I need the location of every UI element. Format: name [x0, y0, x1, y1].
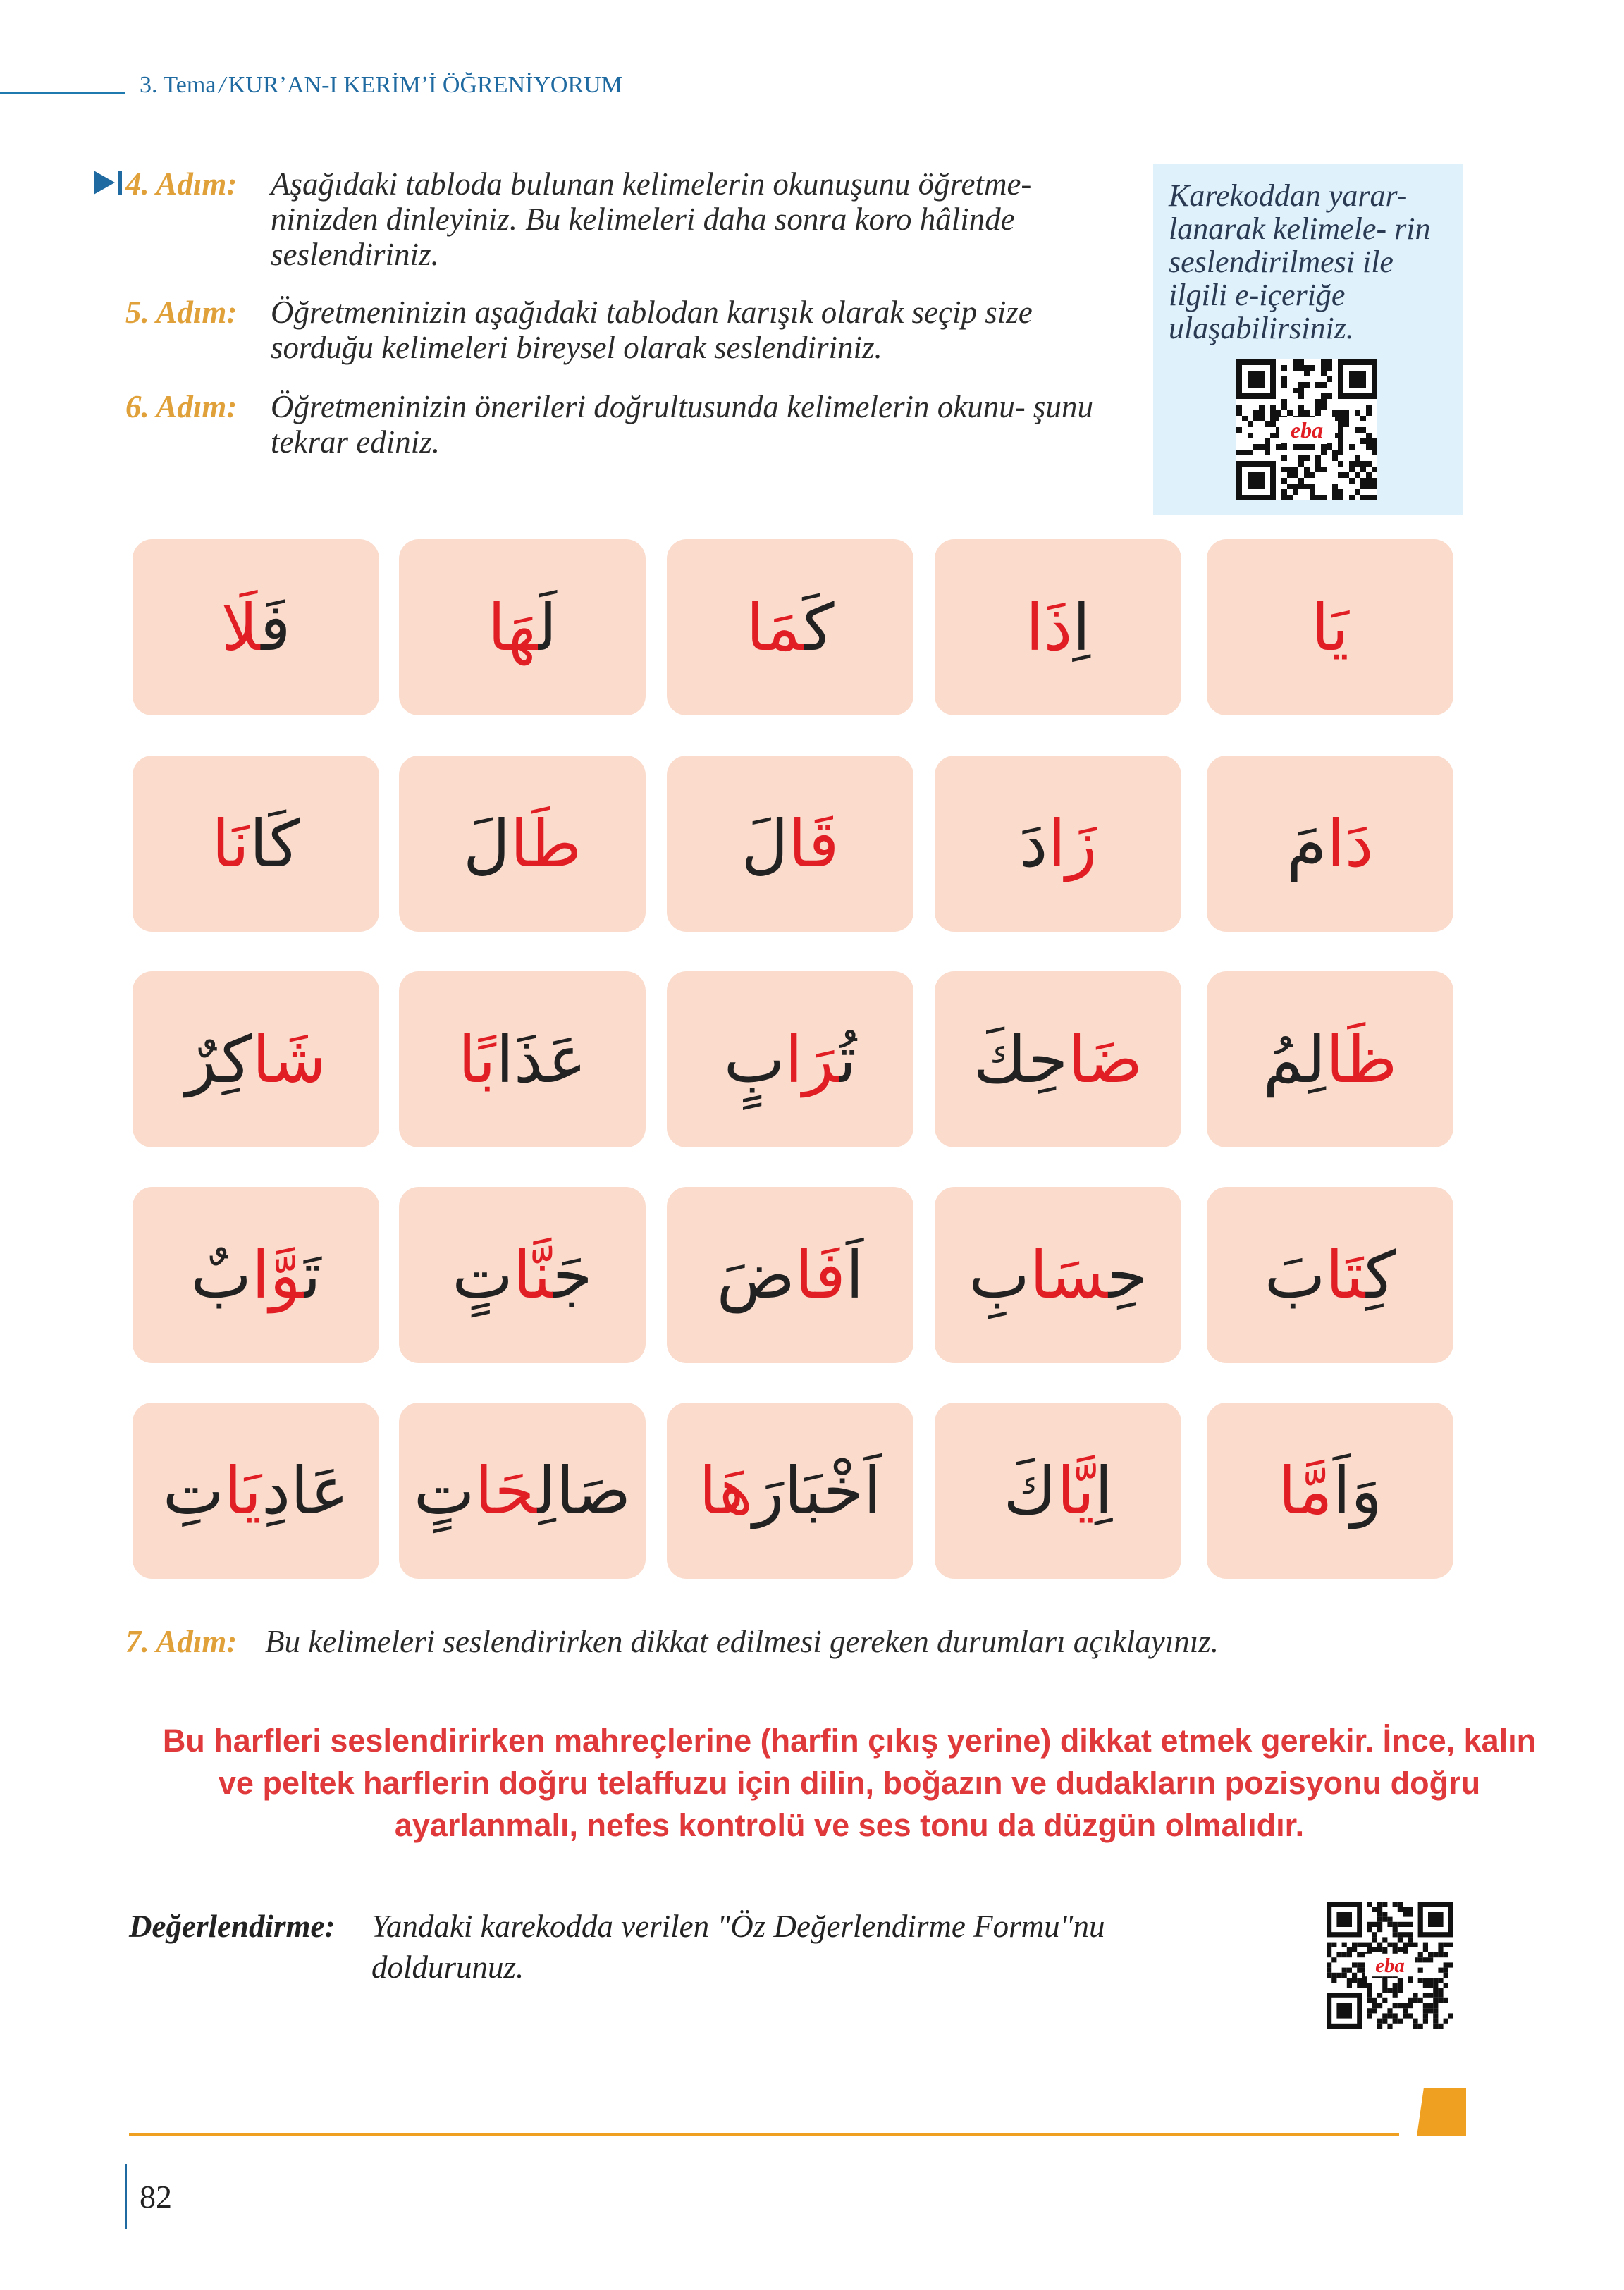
header-rule: [0, 92, 125, 94]
unit-title: KUR’AN-I KERİM’İ ÖĞRENİYORUM: [228, 72, 622, 98]
word-card[interactable]: [667, 539, 914, 715]
arabic-word: اِ‍ يَّا كَ: [1003, 1453, 1113, 1529]
arabic-word: عَادِ‍ يَا تِ: [162, 1453, 350, 1529]
word-card[interactable]: [667, 756, 914, 932]
arabic-word: اَ‍ فَا ضَ: [716, 1237, 864, 1313]
svg-text:eba: eba: [1375, 1954, 1405, 1977]
arabic-word: عَذَا‍ بًا: [457, 1021, 587, 1097]
page-number-bar: [125, 2164, 127, 2229]
word-card[interactable]: [133, 1187, 379, 1363]
step-4: [125, 166, 1119, 272]
word-card[interactable]: [133, 539, 379, 715]
arabic-word: كَ‍ ‍مَا: [746, 589, 835, 665]
word-card[interactable]: [935, 1403, 1181, 1579]
arabic-word: فَ‍ ‍لَا: [221, 589, 291, 665]
answer-line: Bu harfleri seslendirirken mahreçlerine (harfin çıkış yerine) dikkat etmek gerekir. İnce, kalın: [162, 1723, 1537, 1759]
evaluation: [129, 1906, 1229, 1985]
arabic-word: تُ‍ ‍رَا بٍ: [723, 1021, 857, 1097]
chapter-label: 3. Tema: [140, 72, 216, 98]
word-card[interactable]: [935, 1187, 1181, 1363]
qr-note-text: Karekoddan yarar- lanarak kelimele- rin seslendirilmesi ile ilgili e-içeriğe ulaşabilirsiniz.: [1169, 178, 1431, 345]
word-card[interactable]: [935, 756, 1181, 932]
word-card[interactable]: [133, 1403, 379, 1579]
word-card[interactable]: [1207, 1403, 1453, 1579]
step-7: [125, 1624, 1465, 1659]
footer-rule: [129, 2133, 1399, 2136]
arabic-word: حِ‍ ‍سَا بِ: [968, 1237, 1148, 1313]
word-card[interactable]: [399, 1187, 646, 1363]
word-card[interactable]: [399, 971, 646, 1147]
answer-text: [78, 1720, 1621, 1847]
word-card[interactable]: [667, 1403, 914, 1579]
word-card[interactable]: [133, 971, 379, 1147]
arabic-word: جَ‍ ‍نَّا تٍ: [452, 1237, 593, 1313]
arabic-word: قَا لَ: [741, 806, 839, 882]
arabic-word: كِ‍ ‍تَا بَ: [1264, 1237, 1396, 1313]
arabic-word: اِ‍ ذَا: [1025, 589, 1091, 665]
play-next-icon[interactable]: [94, 169, 125, 196]
word-card[interactable]: [935, 539, 1181, 715]
arabic-word: لَ‍ ‍هَا: [487, 589, 558, 665]
word-card[interactable]: [133, 756, 379, 932]
arabic-word: زَا دَ: [1019, 806, 1097, 882]
answer-line: ayarlanmalı, nefes kontrolü ve ses tonu da düzgün olmalıdır.: [394, 1807, 1305, 1843]
arabic-word: ظَا لِمُ: [1262, 1021, 1398, 1097]
word-card[interactable]: [1207, 1187, 1453, 1363]
evaluation-text: Yandaki karekodda verilen "Öz Değerlendirme Formu"nu doldurunuz.: [371, 1909, 1105, 1985]
step-5: [125, 295, 1119, 365]
footer-tab: [1417, 2088, 1466, 2136]
word-card[interactable]: [667, 971, 914, 1147]
answer-line: ve peltek harflerin doğru telaffuzu için dilin, boğazın ve dudakların pozisyonu doğru: [218, 1765, 1481, 1801]
word-card[interactable]: [1207, 756, 1453, 932]
word-card[interactable]: [667, 1187, 914, 1363]
step-6-text: Öğretmeninizin önerileri doğrultusunda kelimelerin okunu- şunu tekrar ediniz.: [271, 389, 1093, 460]
step-5-label: 5. Adım:: [125, 295, 238, 330]
header-separator: /: [219, 72, 226, 98]
step-5-text: Öğretmeninizin aşağıdaki tablodan karışık olarak seçip size sorduğu kelimeleri bireysel olarak seslendiriniz.: [271, 295, 1033, 365]
word-card[interactable]: [399, 539, 646, 715]
running-header: [140, 72, 622, 99]
step-4-label: 4. Adım:: [125, 166, 238, 202]
arabic-word: اَخْبَارَ‍ هَا: [699, 1453, 882, 1529]
arabic-word: طَا لَ: [462, 806, 582, 882]
step-7-text: Bu kelimeleri seslendirirken dikkat edilmesi gereken durumları açıklayınız.: [265, 1624, 1219, 1659]
arabic-word: شَا كِرٌ: [185, 1021, 326, 1097]
evaluation-label: Değerlendirme:: [129, 1909, 336, 1944]
arabic-word: دَا مَ: [1286, 806, 1374, 882]
step-7-label: 7. Adım:: [125, 1624, 238, 1659]
svg-text:eba: eba: [1290, 417, 1324, 443]
step-6-label: 6. Adım:: [125, 389, 238, 424]
qr-code-icon[interactable]: [1236, 359, 1377, 500]
step-4-text: Aşağıdaki tabloda bulunan kelimelerin okunuşunu öğretme- ninizden dinleyiniz. Bu kelimeleri daha sonra koro hâlinde seslendiriniz.: [271, 166, 1032, 272]
word-card[interactable]: [1207, 971, 1453, 1147]
word-card[interactable]: [1207, 539, 1453, 715]
arabic-word: صَالِ‍ ‍حَا تٍ: [413, 1453, 632, 1529]
arabic-word: كَا‍ نَا: [211, 806, 300, 882]
arabic-word: يَا: [1311, 589, 1349, 665]
word-card[interactable]: [935, 971, 1181, 1147]
word-card[interactable]: [399, 1403, 646, 1579]
page-number: 82: [140, 2179, 172, 2215]
arabic-word: ضَا حِكَ: [973, 1021, 1143, 1097]
step-6: [125, 389, 1119, 460]
word-card[interactable]: [399, 756, 646, 932]
arabic-word: تَ‍ ‍وَّا بٌ: [190, 1237, 321, 1313]
qr-code-icon[interactable]: [1327, 1902, 1453, 2029]
arabic-word: وَاَ‍ مَّا: [1278, 1453, 1382, 1529]
